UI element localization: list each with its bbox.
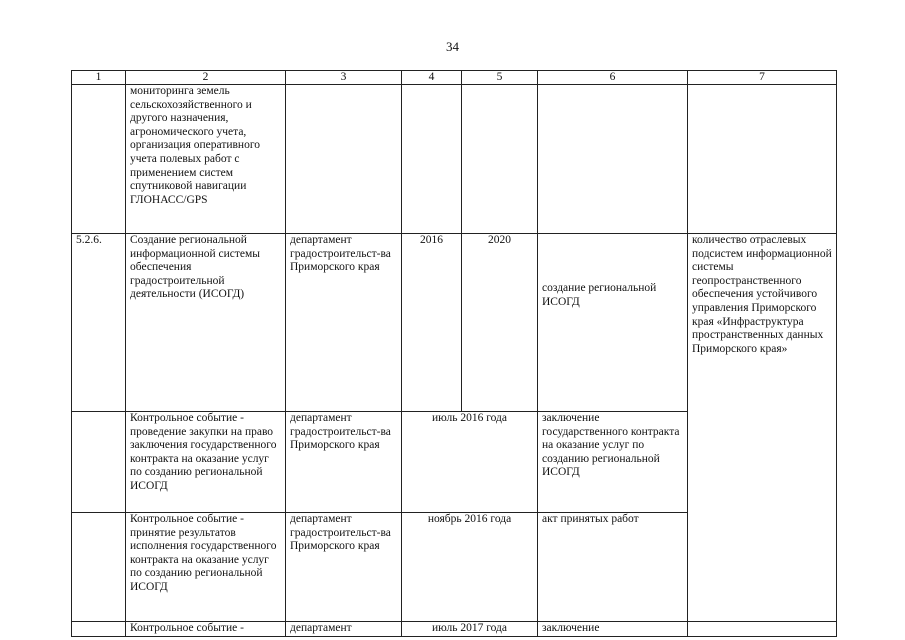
header-col-7: 7 — [688, 71, 837, 85]
end-year-cell — [462, 85, 538, 234]
indicator-cell: количество отраслевых подсистем информационной системы геопространственного обеспечения устойчивого управления Приморского края «Инфраструктура пространственных данных Приморского края» — [688, 234, 837, 622]
start-year-cell — [402, 85, 462, 234]
row-number-cell — [72, 513, 126, 622]
start-year-cell: 2016 — [402, 234, 462, 412]
end-year-cell: 2020 — [462, 234, 538, 412]
measure-name-cell: мониторинга земель сельскохозяйственного и другого назначения, агрономического учета, организация оперативного учета полевых работ с применением систем спутниковой навигации ГЛОНАСС/GPS — [126, 85, 286, 234]
row-number-cell — [72, 85, 126, 234]
header-col-2: 2 — [126, 71, 286, 85]
executor-cell — [286, 85, 402, 234]
measure-name-cell: Контрольное событие - принятие результатов исполнения государственного контракта на оказание услуг по созданию региональной ИСОГД — [126, 513, 286, 622]
period-cell: ноябрь 2016 года — [402, 513, 538, 622]
executor-cell: департамент градостроительст-ва Приморского края — [286, 234, 402, 412]
header-col-3: 3 — [286, 71, 402, 85]
measure-name-cell: Создание региональной информационной системы обеспечения градостроительной деятельности (ИСОГД) — [126, 234, 286, 412]
measure-name-cell: Контрольное событие - — [126, 622, 286, 637]
header-row — [72, 71, 837, 85]
page-number: 34 — [446, 39, 459, 54]
table-row — [72, 234, 837, 412]
executor-cell: департамент градостроительст-ва Приморского края — [286, 412, 402, 513]
header-col-1: 1 — [72, 71, 126, 85]
table-row — [72, 85, 837, 234]
header-col-6: 6 — [538, 71, 688, 85]
indicator-cell — [688, 85, 837, 234]
measure-name-cell: Контрольное событие - проведение закупки на право заключения государственного контракта на оказание услуг по созданию региональной ИСОГД — [126, 412, 286, 513]
measures-table — [71, 70, 837, 637]
executor-cell: департамент — [286, 622, 402, 637]
row-number-cell: 5.2.6. — [72, 234, 126, 412]
indicator-cell — [688, 622, 837, 637]
result-cell: заключение — [538, 622, 688, 637]
executor-cell: департамент градостроительст-ва Приморского края — [286, 513, 402, 622]
row-number-cell — [72, 412, 126, 513]
result-cell: создание региональной ИСОГД — [538, 234, 688, 412]
table-row — [72, 622, 837, 637]
result-cell: акт принятых работ — [538, 513, 688, 622]
result-cell — [538, 85, 688, 234]
period-cell: июль 2017 года — [402, 622, 538, 637]
period-cell: июль 2016 года — [402, 412, 538, 513]
header-col-5: 5 — [462, 71, 538, 85]
row-number-cell — [72, 622, 126, 637]
header-col-4: 4 — [402, 71, 462, 85]
result-cell: заключение государственного контракта на оказание услуг по созданию региональной ИСОГД — [538, 412, 688, 513]
